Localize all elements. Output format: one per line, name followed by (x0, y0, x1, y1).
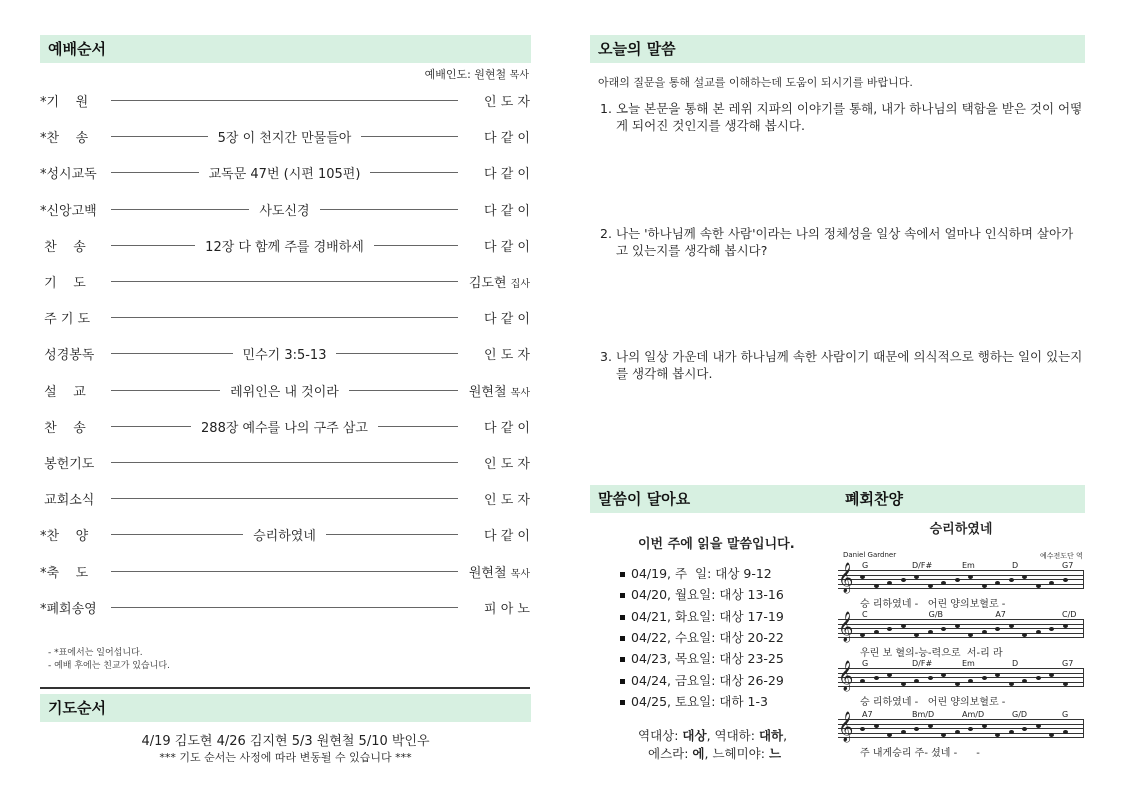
reading-item: 04/21, 화요일: 대상 17-19 (620, 607, 784, 625)
staff-line (838, 579, 1084, 580)
worship-item-content-wrap (111, 417, 458, 436)
reading-item: 04/25, 토요일: 대하 1-3 (620, 692, 768, 710)
performer-name: 피 아 노 (484, 601, 530, 617)
performer-name: 원현철 (468, 384, 507, 400)
note-head (1022, 633, 1027, 637)
staff-line (838, 588, 1084, 589)
performer-name: 다 같 이 (484, 167, 530, 183)
worship-item-performer (460, 417, 530, 436)
song-arranger: 예수전도단 역 (1040, 552, 1083, 560)
staff-line (838, 737, 1084, 738)
worship-item-content-wrap (111, 344, 458, 363)
dotted-leader-line (111, 317, 458, 318)
note-head (928, 676, 933, 680)
note-head (914, 727, 919, 731)
note-head (995, 673, 1000, 677)
dotted-leader-line (111, 100, 458, 101)
worship-item-label: 찬 송 (40, 239, 86, 255)
note-head (1036, 584, 1041, 588)
note-head (928, 630, 933, 634)
staff-line (838, 637, 1084, 638)
chord-symbol: G (862, 561, 869, 570)
note-head (1022, 575, 1027, 579)
question-text: 오늘 본문을 통해 본 레위 지파의 이야기를 통해, 내가 하나님의 택함을 받은 것이 어떻게 되어진 것인지를 생각해 봅시다. (616, 101, 1083, 133)
performer-name: 인 도 자 (484, 457, 530, 472)
worship-row (40, 163, 530, 183)
staff-line (838, 619, 1084, 620)
note-head (955, 682, 960, 686)
worship-item-performer (460, 200, 530, 219)
question-1 (600, 100, 1085, 134)
staff-line (838, 575, 1084, 576)
treble-clef-icon: 𝄞 (838, 712, 854, 742)
staff-line (838, 719, 1084, 720)
chord-symbol: A7 (862, 710, 873, 719)
worship-item-performer (460, 91, 530, 110)
dotted-leader-line (111, 498, 458, 499)
reading-item: 04/22, 수요일: 대상 20-22 (620, 628, 784, 646)
worship-item-performer (460, 489, 530, 508)
worship-item-content-wrap (111, 127, 458, 146)
treble-clef-icon: 𝄞 (838, 612, 854, 642)
worship-item-content: 5장 이 천지간 만물들아 (208, 131, 362, 146)
worship-row (40, 308, 530, 328)
worship-item-label: 교회소식 (40, 493, 95, 509)
dotted-leader-line (111, 607, 458, 608)
staff-line (838, 682, 1084, 683)
reading-item: 04/19, 주 일: 대상 9-12 (620, 564, 772, 582)
note-head (941, 581, 946, 585)
chord-symbol: G7 (1062, 659, 1074, 668)
worship-item-performer (460, 308, 530, 327)
bar-line (1083, 668, 1084, 686)
worship-item-performer (460, 525, 530, 544)
song-lyrics-line: 우린 보 혈의-능-력으로 서-리 라 (860, 648, 1003, 659)
worship-item-performer (460, 598, 530, 617)
performer-title: 집사 (510, 279, 530, 290)
chord-symbol: C (862, 610, 868, 619)
song-lyrics-line: 승 리하였네 - 어린 양의보혈로 - (860, 697, 1006, 708)
note-head (1022, 679, 1027, 683)
chord-symbol: G/D (1012, 710, 1028, 719)
staff-line (838, 673, 1084, 674)
bar-line (1083, 619, 1084, 637)
worship-item-performer (460, 127, 530, 146)
abbr-bold: 대상 (682, 728, 707, 743)
prayer-order-header: 기도순서 (40, 694, 531, 722)
note-head (874, 584, 879, 588)
note-head (1049, 581, 1054, 585)
note-head (941, 673, 946, 677)
chord-symbol: Am/D (962, 710, 985, 719)
note-head (860, 679, 865, 683)
worship-row (40, 417, 530, 437)
note-head (995, 581, 1000, 585)
question-2 (600, 225, 1085, 259)
abbr-text: , 역대하: (706, 728, 759, 743)
todays-word-intro: 아래의 질문을 통해 설교를 이해하는데 도움이 되시기를 바랍니다. (598, 76, 913, 89)
worship-row (40, 453, 530, 473)
worship-row (40, 236, 530, 256)
worship-row (40, 562, 530, 582)
note-head (982, 724, 987, 728)
worship-item-performer (460, 272, 530, 291)
question-text: 나의 일상 가운데 내가 하나님께 속한 사람이기 때문에 의식적으로 행하는 일이 있는지를 생각해 봅시다. (616, 349, 1083, 381)
worship-item-label: 기 도 (40, 276, 86, 291)
worship-row (40, 525, 530, 545)
note-head (860, 575, 865, 579)
abbr-bold: 에 (692, 746, 705, 761)
bar-line (1083, 570, 1084, 588)
note-head (1063, 682, 1068, 686)
worship-item-content: 승리하였네 (243, 529, 326, 544)
performer-name: 인 도 자 (484, 493, 530, 509)
note-head (1036, 724, 1041, 728)
book-abbr-line-1 (638, 726, 787, 744)
note-head (982, 676, 987, 680)
note-head (968, 575, 973, 579)
worship-item-label: 주 기 도 (40, 312, 91, 328)
note-head (1022, 727, 1027, 731)
dotted-leader-line (111, 571, 458, 572)
dotted-leader-line (111, 462, 458, 463)
note-head (995, 627, 1000, 631)
song-lyrics-line: 승 리하였네 - 어린 양의보혈로 - (860, 599, 1006, 610)
book-abbr-line-2 (648, 744, 781, 762)
note-head (928, 724, 933, 728)
chord-symbol: Em (962, 561, 975, 570)
staff-line (838, 624, 1084, 625)
worship-item-performer (460, 562, 530, 581)
note-head (1063, 578, 1068, 582)
worship-item-label: 설 교 (40, 384, 86, 400)
chord-symbol: Bm/D (912, 710, 935, 719)
worship-note-2: - 예배 후에는 친교가 있습니다. (48, 661, 170, 671)
reading-subtitle: 이번 주에 읽을 말씀입니다. (638, 537, 795, 552)
worship-row (40, 91, 530, 111)
abbr-text: , 느헤미야: (704, 746, 769, 761)
chord-symbol: G (862, 659, 869, 668)
worship-item-content: 민수기 3:5-13 (233, 348, 337, 363)
chord-symbol: A7 (995, 610, 1006, 619)
worship-leader-title: 목사 (509, 70, 529, 81)
note-head (901, 682, 906, 686)
worship-item-content: 교독문 47번 (시편 105편) (199, 167, 371, 182)
worship-row (40, 272, 530, 292)
staff-line (838, 686, 1084, 687)
prayer-schedule: 4/19 김도현 4/26 김지현 5/3 원현철 5/10 박인우 (141, 734, 430, 749)
closing-song-title: 승리하였네 (929, 522, 993, 537)
note-head (941, 627, 946, 631)
note-head (968, 727, 973, 731)
dotted-leader-line (111, 281, 458, 282)
worship-item-label: *성시교독 (40, 167, 97, 183)
note-head (1063, 624, 1068, 628)
abbr-text: 역대상: (638, 728, 683, 743)
worship-item-performer (460, 163, 530, 182)
chord-symbol: D/F# (912, 561, 933, 570)
chord-symbol: C/D (1062, 610, 1077, 619)
note-head (1049, 627, 1054, 631)
abbr-bold: 느 (768, 746, 782, 761)
worship-order-header: 예배순서 (40, 35, 531, 63)
note-head (968, 679, 973, 683)
note-head (874, 724, 879, 728)
note-head (887, 733, 892, 737)
note-head (1036, 676, 1041, 680)
staff-line (838, 728, 1084, 729)
worship-item-label: *축 도 (40, 565, 89, 581)
worship-item-label: 성경봉독 (40, 348, 95, 364)
staff-line (838, 570, 1084, 571)
note-head (1009, 730, 1014, 734)
worship-item-label: *폐회송영 (40, 601, 97, 617)
performer-name: 다 같 이 (484, 131, 530, 147)
question-number: 1. (600, 101, 612, 116)
abbr-bold: 대하 (758, 728, 784, 743)
worship-item-content: 사도신경 (249, 204, 319, 219)
note-head (874, 676, 879, 680)
abbr-text: 에스라: (648, 746, 693, 761)
performer-name: 원현철 (468, 565, 507, 581)
worship-item-label: *기 원 (40, 95, 89, 110)
note-head (968, 633, 973, 637)
section-divider (40, 687, 530, 689)
worship-item-content: 12장 다 함께 주를 경배하세 (195, 240, 374, 255)
note-head (860, 633, 865, 637)
note-head (955, 578, 960, 582)
performer-name: 인 도 자 (484, 95, 530, 110)
chord-symbol: G/B (928, 610, 944, 619)
worship-row (40, 598, 530, 618)
worship-item-performer (460, 381, 530, 400)
note-head (955, 624, 960, 628)
note-head (1049, 733, 1054, 737)
performer-title: 목사 (510, 568, 530, 580)
worship-item-content-wrap (111, 236, 458, 255)
worship-row (40, 489, 530, 509)
worship-item-label: 봉헌기도 (40, 457, 95, 472)
reading-header-bar (590, 485, 1085, 513)
performer-name: 다 같 이 (484, 420, 530, 436)
worship-leader-name: 예배인도: 원현철 (424, 68, 507, 81)
note-head (914, 633, 919, 637)
staff-line (838, 668, 1084, 669)
note-head (1049, 673, 1054, 677)
treble-clef-icon: 𝄞 (838, 661, 854, 691)
song-composer: Daniel Gardner (843, 551, 897, 559)
worship-row (40, 127, 530, 147)
note-head (887, 581, 892, 585)
performer-title: 목사 (510, 387, 530, 399)
bar-line (1083, 719, 1084, 737)
performer-name: 다 같 이 (484, 529, 530, 545)
abbr-text: , (783, 728, 788, 743)
note-head (995, 733, 1000, 737)
worship-item-content-wrap (111, 200, 458, 219)
song-lyrics-line: 주 내게승리 주- 셨네 - - (860, 748, 980, 759)
note-head (1009, 624, 1014, 628)
chord-symbol: D/F# (912, 659, 933, 668)
chord-symbol: G7 (1062, 561, 1074, 570)
worship-item-performer (460, 344, 530, 363)
question-text: 나는 '하나님께 속한 사람'이라는 나의 정체성을 일상 속에서 얼마나 인식하며 살아가고 있는지를 생각해 봅시다? (616, 226, 1074, 258)
question-number: 3. (600, 349, 612, 364)
staff-line (838, 733, 1084, 734)
performer-name: 다 같 이 (484, 312, 530, 328)
performer-name: 김도현 (468, 276, 507, 291)
chord-symbol: Em (962, 659, 975, 668)
worship-row (40, 200, 530, 220)
worship-item-content-wrap (111, 525, 458, 544)
worship-row (40, 344, 530, 364)
todays-word-header: 오늘의 말씀 (590, 35, 1085, 63)
note-head (1009, 578, 1014, 582)
question-number: 2. (600, 226, 612, 241)
note-head (982, 584, 987, 588)
prayer-note: *** 기도 순서는 사정에 따라 변동될 수 있습니다 *** (159, 751, 412, 764)
question-3 (600, 348, 1085, 382)
worship-row (40, 381, 530, 401)
worship-item-label: *찬 송 (40, 131, 89, 147)
performer-name: 인 도 자 (484, 348, 530, 364)
worship-item-performer (460, 236, 530, 255)
note-head (1009, 682, 1014, 686)
note-head (901, 624, 906, 628)
note-head (901, 578, 906, 582)
staff-line (838, 628, 1084, 629)
note-head (941, 733, 946, 737)
worship-item-label: *찬 양 (40, 529, 89, 545)
closing-song-header: 폐회찬양 (845, 490, 903, 508)
note-head (982, 630, 987, 634)
note-head (887, 627, 892, 631)
worship-item-content-wrap (111, 381, 458, 400)
reading-header: 말씀이 달아요 (598, 490, 691, 508)
performer-name: 다 같 이 (484, 203, 530, 219)
note-head (901, 730, 906, 734)
worship-leader (425, 66, 529, 82)
worship-note-1: - *표에서는 일어섭니다. (48, 648, 143, 658)
reading-item: 04/20, 월요일: 대상 13-16 (620, 585, 784, 603)
note-head (914, 679, 919, 683)
worship-item-content: 레위인은 내 것이라 (220, 385, 349, 400)
note-head (1036, 630, 1041, 634)
reading-item: 04/23, 목요일: 대상 23-25 (620, 649, 784, 667)
chord-symbol: G (1062, 710, 1069, 719)
note-head (928, 584, 933, 588)
note-head (887, 673, 892, 677)
worship-item-content-wrap (111, 163, 458, 182)
chord-symbol: D (1012, 561, 1019, 570)
note-head (874, 630, 879, 634)
chord-symbol: D (1012, 659, 1019, 668)
note-head (860, 727, 865, 731)
performer-name: 다 같 이 (484, 239, 530, 255)
note-head (955, 730, 960, 734)
worship-item-content: 288장 예수를 나의 구주 삼고 (191, 421, 378, 436)
reading-item: 04/24, 금요일: 대상 26-29 (620, 671, 784, 689)
note-head (1063, 730, 1068, 734)
treble-clef-icon: 𝄞 (838, 563, 854, 593)
worship-item-label: *신앙고백 (40, 203, 97, 219)
note-head (914, 575, 919, 579)
worship-item-label: 찬 송 (40, 420, 86, 436)
worship-item-performer (460, 453, 530, 472)
